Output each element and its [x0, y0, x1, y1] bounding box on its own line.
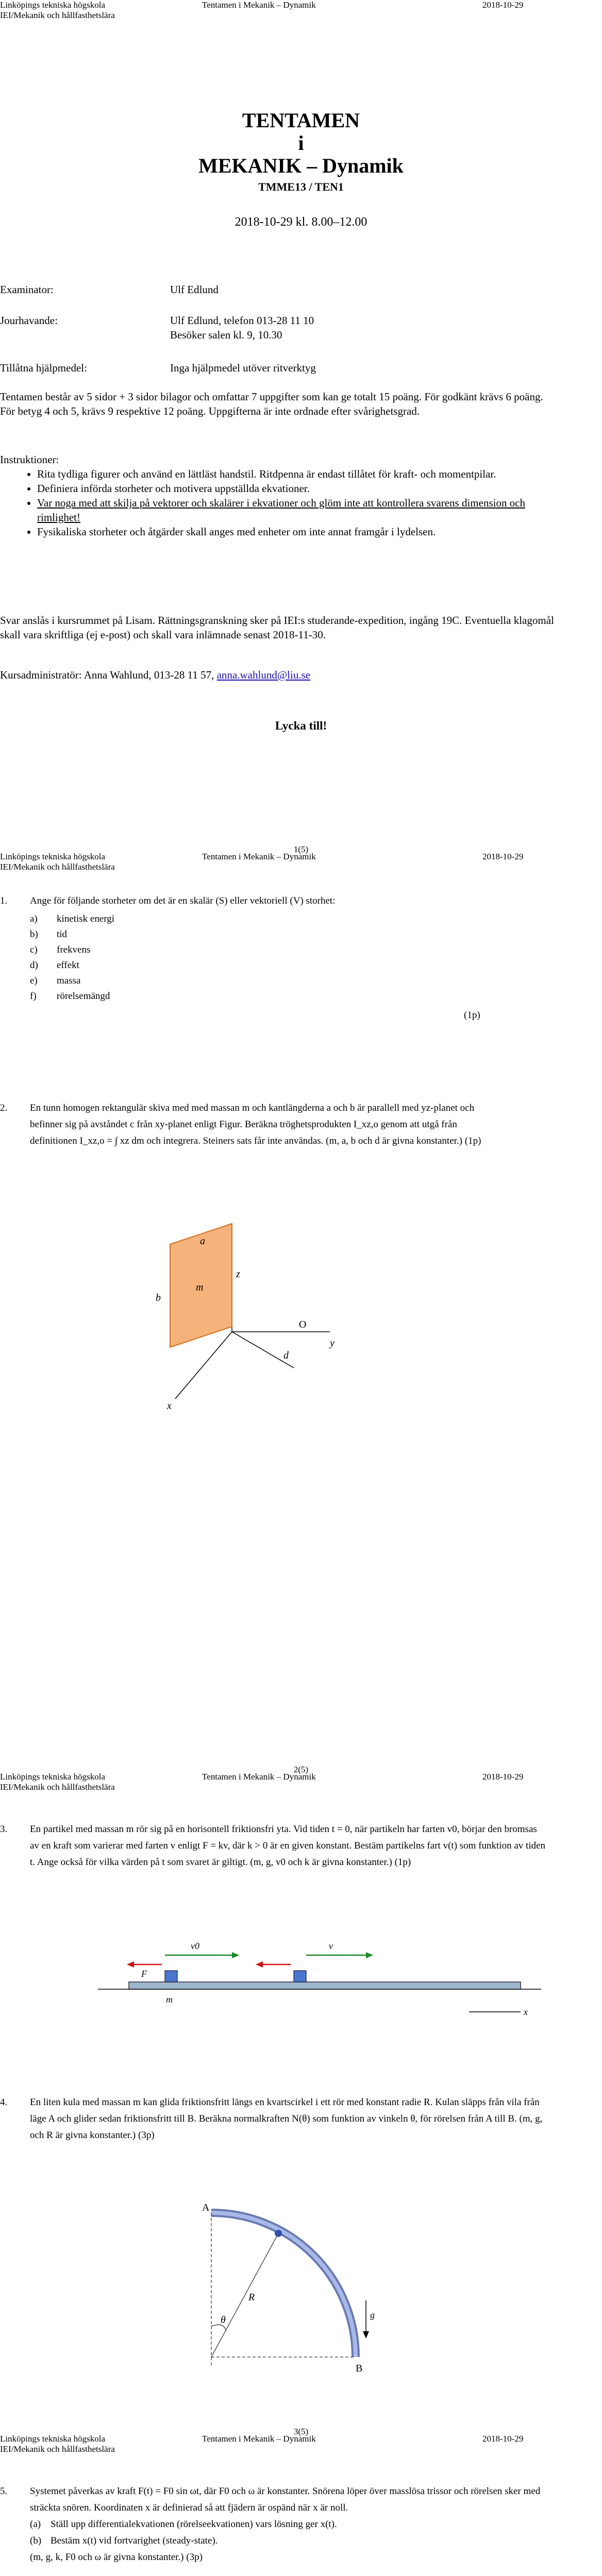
option-item: d) effekt: [30, 960, 79, 971]
page-3: 2(5) Linköpings tekniska högskola IEI/Mekanik och hållfasthetslära Tentamen i Mekanik – Dynamik 2018-10-29 3. En partikel med massan m rör sig på en horisontell friktionsfri yta. Vid tiden t = 0, när partikeln har farten v0, börjar den bromsas av en kraft som varierar med farten v enligt F = kv, där k > 0 är en given konstant. Bestäm partikelns fart v(t) som funktion av tiden t. Ange också för vilka värden på t som svaret är giltigt. (m, g, v0 och k är givna konstanter.) (1p) v0 v F m x 4. En liten kula med massan m kan glida friktionsfritt längs en kvartscirkel i ett rör med konstant radie R. Kulan släpps från vila från läge A och glider sedan friktionsfritt till B. Beräkna normalkraften N(θ) som funktion av vinkeln θ, för rörelsen från A till B. (m, g, och R är givna konstanter.) (3p) A B R θ g: [0, 1765, 602, 2427]
exam-date: 2018-10-29: [482, 0, 524, 10]
label-theta: θ: [221, 2314, 226, 2326]
answers-info: Svar anslås i kursrummet på Lisam. Rättningsgranskning sker på IEI:s studerande-expedition, ingång 19C. Eventuella klagomål skall vara skriftliga (ej e-post) och skall vara inlämnade senast 2018-11-30.: [0, 614, 554, 641]
instructions: Instruktioner: • Rita tydliga figurer och använd en lättläst handstil. Ritdpenna är endast tillåtet för kraft- och momentpilar. • Definiera införda storheter och motivera uppställda ekvationer. • Var noga med att skilja på vektorer och skalärer i ekvationer och glöm inte att kontrollera svarens dimension och rimlighet! • Fysikaliska storheter och åtgärder skall anges med enheter om inte annat framgår i lydelsen.: [0, 452, 557, 539]
label-B: B: [356, 2363, 363, 2374]
label-g: g: [370, 2310, 375, 2320]
points: (1p): [464, 1010, 480, 1021]
label-v0: v0: [191, 1941, 199, 1951]
label-y: y: [330, 1337, 335, 1349]
instruction-item: • Definiera införda storheter och motivera uppställda ekvationer.: [37, 481, 557, 496]
label-m: m: [196, 1282, 204, 1293]
cover-intro: Tentamen består av 5 sidor + 3 sidor bilagor och omfattar 7 uppgifter som kan ge totalt 15 poäng. För godkänt krävs 6 poäng. För betyg 4 och 5, krävs 9 respektive 12 poäng. Uppgifterna är inte ordnade efter svårighetsgrad.: [0, 391, 543, 417]
instruction-item: • Rita tydliga figurer och använd en lättläst handstil. Ritdpenna är endast tillåtet för kraft- och momentpilar.: [37, 467, 557, 481]
label-z: z: [236, 1268, 240, 1280]
label-f: F: [141, 1969, 147, 1979]
q3-figure: [98, 1935, 541, 2038]
page-4: 3(5) Linköpings tekniska högskola IEI/Mekanik och hållfasthetslära Tentamen i Mekanik – Dynamik 2018-10-29 5. Systemet påverkas av kraft F(t) = F0 sin ωt, där F0 och ω är konstanter. Snörena löper över masslösa trissor och rörelsen sker med sträckta snören. Koordinaten x är definierad så att fjädern är ospänd när x är noll. (a) Ställ upp differentialekvationen (rörelseekvationen) vars lösning ger x(t). (b) Bestäm x(t) vid fortvarighet (steady-state). (m, g, k, F0 och ω är givna konstanter.) (3p): [0, 2427, 602, 2576]
page-number: 3(5): [293, 2427, 309, 2436]
instruction-item: • Var noga med att skilja på vektorer och skalärer i ekvationer och glöm inte att kontrollera svarens dimension och rimlighet!: [37, 496, 557, 524]
label-o: O: [299, 1319, 307, 1330]
sub-item: (b) Bestäm x(t) vid fortvarighet (steady-state).: [30, 2535, 218, 2546]
label-a: a: [200, 1235, 205, 1247]
school-name: Linköpings tekniska högskola: [0, 0, 105, 10]
cover-info-table: Examinator: Ulf Edlund Jourhavande: Ulf Edlund, telefon 013-28 11 10 Besöker salen kl. 9, 10.30 Tillåtna hjälpmedel: Inga hjälpmedel utöver ritverktyg: [0, 283, 316, 374]
admin-email-link[interactable]: anna.wahlund@liu.se: [216, 669, 311, 681]
option-item: f) rörelsemängd: [30, 991, 110, 1002]
label-v: v: [329, 1941, 333, 1951]
cover-title: TENTAMEN i MEKANIK – Dynamik: [198, 109, 404, 177]
label-d: d: [283, 1350, 289, 1361]
page-cover: [0, 0, 602, 832]
label-R: R: [248, 2292, 255, 2303]
page-2: 1(5) Linköpings tekniska högskola IEI/Mekanik och hållfasthetslära Tentamen i Mekanik – Dynamik 2018-10-29 1. Ange för följande storheter om det är en skalär (S) eller vektoriell (V) storhet: a) kinetisk energi b) tid c) frekvens d) effekt e) massa f) rörelsemängd (1p) 2. En tunn homogen rektangulär skiva med med massan m och kantlängderna a och b är parallell med yz-planet och befinner sig på avståndet c från xy-planet enligt Figur. Beräkna tröghetsprodukten I_xz,o genom att utgå från definitionen I_xz,o = ∫ xz dm och integrera. Steiners sats får inte användas. (m, a, b och d är givna konstanter.) (1p) a b m O d y x z: [0, 832, 602, 1765]
admin-info: Kursadministratör: Anna Wahlund, 013-28 11 57, anna.wahlund@liu.se: [0, 669, 311, 681]
label-A: A: [202, 2202, 210, 2213]
course-code: TMME13 / TEN1: [258, 180, 344, 193]
label-x: x: [524, 2007, 528, 2017]
dept-name: IEI/Mekanik och hållfasthetslära: [0, 10, 115, 20]
q4-figure: [201, 2197, 376, 2414]
label-m: m: [166, 1994, 173, 2005]
label-x: x: [167, 1400, 172, 1412]
page-number: 1(5): [293, 844, 309, 854]
good-luck: Lycka till!: [275, 719, 327, 732]
page-number: 2(5): [293, 1765, 309, 1774]
exam-datetime: 2018-10-29 kl. 8.00–12.00: [235, 215, 367, 229]
options-list: [30, 911, 566, 1004]
sub-item: (a) Ställ upp differentialekvationen (rörelseekvationen) vars lösning ger x(t).: [30, 2519, 337, 2530]
label-b: b: [156, 1292, 161, 1303]
option-item: c) frekvens: [30, 944, 91, 955]
option-item: e) massa: [30, 975, 81, 986]
course-name: Tentamen i Mekanik – Dynamik: [202, 0, 316, 10]
q2-figure: [124, 1213, 412, 1419]
option-item: a) kinetisk energi: [30, 913, 115, 924]
option-item: b) tid: [30, 929, 68, 940]
instruction-item: • Fysikaliska storheter och åtgärder skall anges med enheter om inte annat framgår i lydelsen.: [37, 524, 557, 539]
